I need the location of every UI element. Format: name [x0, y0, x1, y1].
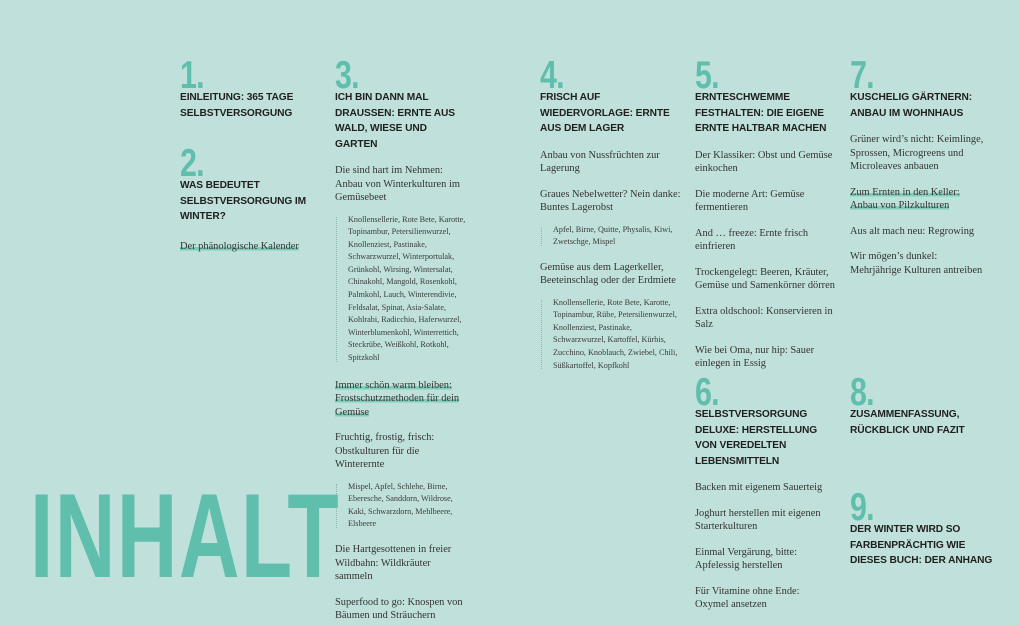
toc-entry[interactable]: Einmal Vergärung, bitte: Apfelessig herstellen: [695, 546, 798, 571]
toc-entry[interactable]: [180, 240, 315, 254]
toc-entry[interactable]: Die sind hart im Nehmen: Anbau von Winterkulturen im Gemüsebeet: [335, 165, 460, 203]
page-title: INHALT: [30, 469, 341, 603]
chapter-9: [850, 488, 995, 569]
chapter-heading: ERNTESCHWEMME FESTHALTEN: DIE EIGENE ERNTE HALTBAR MACHEN: [695, 92, 827, 134]
toc-entry-text: Immer schön warm bleiben: Frostschutzmethoden für dein Gemüse: [335, 379, 460, 418]
chapter-number: 4.: [540, 54, 564, 97]
toc-entry[interactable]: Gemüse aus dem Lagerkeller, Beeteinschlag oder der Erdmiete: [540, 261, 676, 287]
toc-sublist: Knollensellerie, Rote Bete, Karotte, Topinambur, Petersilienwurzel, Knollenziest, Pastinake, Schwarzwurzel, Winterportulak, Grünkohl, Wirsing, Wintersalat, Chinakohl, Mangold, Rosenkohl, Palmkohl, Lauch, Winterendivie, Feldsalat, Spinat, Asia-Salate, Kohlrabi, Radicchio, Haferwurzel, Winterblumenkohl, Winterrettich, Steckrübe, Weißkohl, Rotkohl, Spitzkohl: [335, 214, 470, 365]
toc-entry[interactable]: Trockengelegt: Beeren, Kräuter, Gemüse und Samenkörner dörren: [695, 266, 835, 291]
toc-entry[interactable]: Wie bei Oma, nur hip: Sauer einlegen in Essig: [695, 344, 815, 369]
chapter-8: [850, 373, 990, 438]
chapter-heading: SELBSTVERSORGUNG DELUXE: HERSTELLUNG VON VEREDELTEN LEBENSMITTELN: [695, 409, 818, 467]
toc-entry[interactable]: Für Vitamine ohne Ende: Oxymel ansetzen: [695, 585, 800, 610]
chapter-heading: KUSCHELIG GÄRTNERN: ANBAU IM WOHNHAUS: [850, 92, 973, 119]
chapter-number: 7.: [850, 54, 874, 97]
chapter-7: [850, 56, 985, 277]
toc-sublist: Mispel, Apfel, Schlehe, Birne, Eberesche, Sanddorn, Wildrose, Kaki, Schwarzdorn, Mehlbeere, Elsbeere: [335, 481, 470, 531]
chapter-number: 2.: [180, 142, 204, 185]
chapter-number: 1.: [180, 54, 204, 97]
chapter-5: [695, 56, 835, 371]
toc-entry[interactable]: Graues Nebelwetter? Nein danke: Buntes Lagerobst: [540, 188, 681, 213]
toc-entry[interactable]: Aus alt mach neu: Regrowing: [850, 225, 975, 237]
toc-entry[interactable]: Der Klassiker: Obst und Gemüse einkochen: [695, 149, 833, 174]
toc-entry-text: Der phänologische Kalender: [180, 240, 299, 252]
chapter-6: [695, 373, 835, 612]
chapter-4: [540, 56, 685, 372]
toc-entry[interactable]: Extra oldschool: Konservieren in Salz: [695, 305, 833, 330]
chapter-heading: WAS BEDEUTET SELBSTVERSORGUNG IM WINTER?: [180, 180, 307, 222]
chapter-heading: ICH BIN DANN MAL DRAUSSEN: ERNTE AUS WALD, WIESE UND GARTEN: [335, 92, 455, 150]
chapter-heading: DER WINTER WIRD SO FARBENPRÄCHTIG WIE DIESES BUCH: DER ANHANG: [850, 524, 993, 566]
toc-entry[interactable]: Superfood to go: Knospen von Bäumen und Sträuchern: [335, 596, 463, 621]
toc-entry[interactable]: Backen mit eigenem Sauerteig: [695, 482, 823, 493]
chapter-3: [335, 56, 470, 623]
toc-entry[interactable]: [850, 186, 985, 213]
toc-sublist: Apfel, Birne, Quitte, Physalis, Kiwi, Zwetschge, Mispel: [540, 224, 685, 249]
toc-entry[interactable]: And … freeze: Ernte frisch einfrieren: [695, 227, 809, 252]
chapter-number: 5.: [695, 54, 719, 97]
toc-entry[interactable]: Die Hartgesottenen in freier Wildbahn: Wildkräuter sammeln: [335, 544, 452, 582]
chapter-heading: EINLEITUNG: 365 TAGE SELBSTVERSORGUNG: [180, 92, 294, 119]
chapter-number: 3.: [335, 54, 359, 97]
toc-entry[interactable]: Joghurt herstellen mit eigenen Starterkulturen: [695, 507, 821, 532]
chapter-2: [180, 144, 315, 253]
chapter-number: 8.: [850, 371, 874, 414]
toc-entry[interactable]: Grüner wird’s nicht: Keimlinge, Sprossen, Microgreens und Microleaves anbauen: [850, 134, 984, 172]
toc-sublist: Knollensellerie, Rote Bete, Karotte, Topinambur, Rübe, Petersilienwurzel, Knollenziest, Pastinake, Schwarzwurzel, Kartoffel, Kürbis, Zucchino, Knoblauch, Zwiebel, Chili, Süßkartoffel, Kopfkohl: [540, 297, 685, 373]
toc-entry[interactable]: [335, 379, 470, 420]
chapter-number: 9.: [850, 486, 874, 529]
chapter-number: 6.: [695, 371, 719, 414]
chapter-heading: ZUSAMMENFASSUNG, RÜCKBLICK UND FAZIT: [850, 409, 965, 436]
chapter-heading: FRISCH AUF WIEDERVORLAGE: ERNTE AUS DEM LAGER: [540, 92, 670, 134]
toc-entry[interactable]: Wir mögen’s dunkel: Mehrjährige Kulturen antreiben: [850, 251, 983, 276]
toc-entry[interactable]: Anbau von Nussfrüchten zur Lagerung: [540, 149, 660, 174]
chapter-1: [180, 56, 315, 121]
toc-entry[interactable]: Die moderne Art: Gemüse fermentieren: [695, 188, 805, 213]
toc-entry-text: Zum Ernten in den Keller: Anbau von Pilzkulturen: [850, 186, 960, 211]
toc-entry[interactable]: Fruchtig, frostig, frisch: Obstkulturen für die Winterernte: [335, 432, 435, 471]
